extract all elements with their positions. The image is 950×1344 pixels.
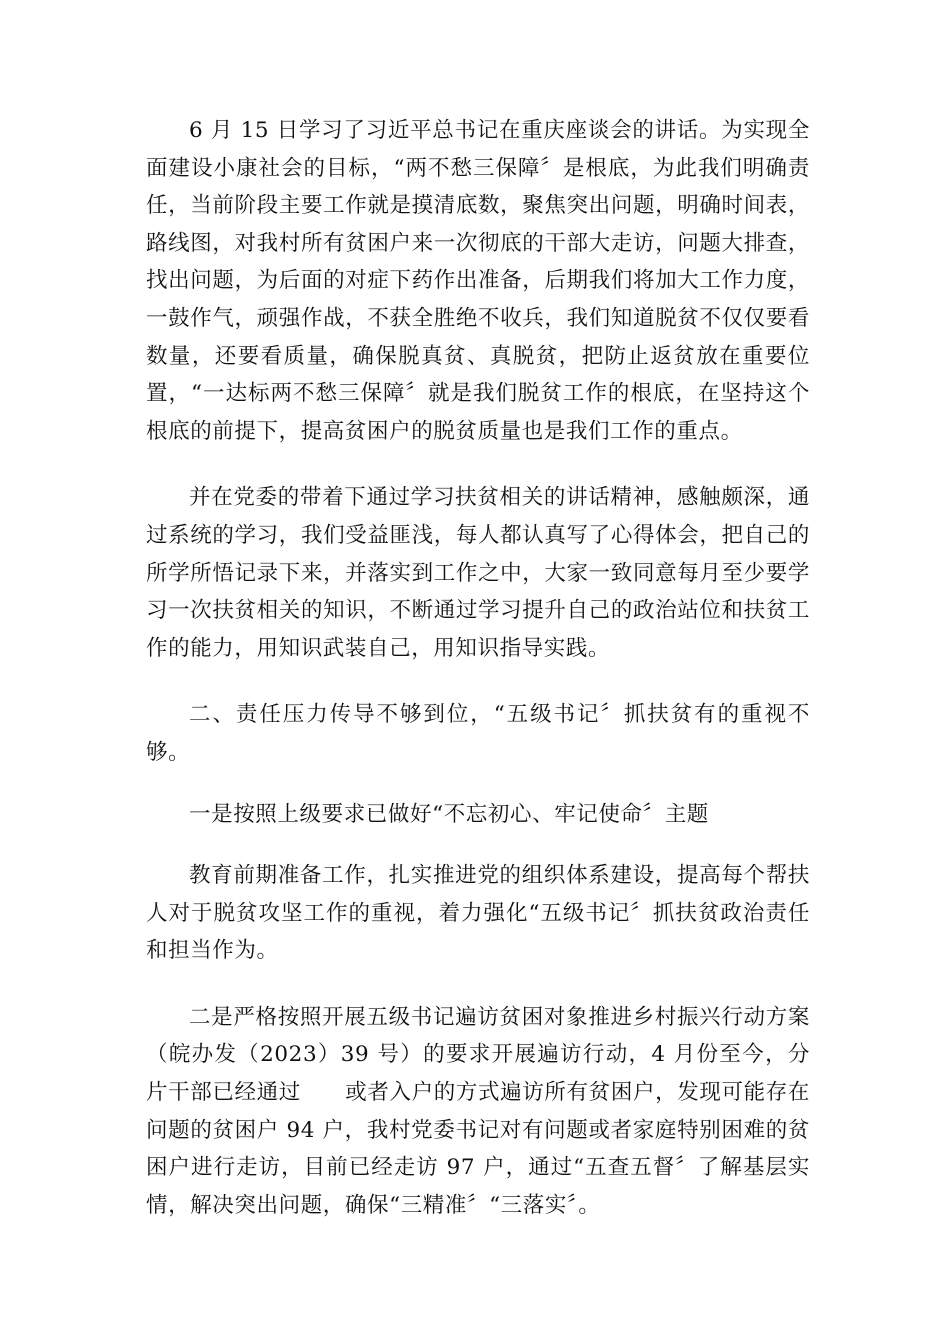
paragraph-point-two-visits: 二是严格按照开展五级书记遍访贫困对象推进乡村振兴行动方案（皖办发（2023）39 号）的要求开展遍访行动，4 月份至今，分片干部已经通过 或者入户的方式遍访所有贫困户，发现可能存在问题的贫困户 94 户，我村党委书记对有问题或者家庭特别困难的贫困户进行走访，目前已经走访 97 户，通过“五查五督〞了解基层实情，解决突出问题，确保“三精准〞“三落实〞。	[146, 1004, 810, 1218]
document-body	[146, 112, 810, 1224]
paragraph-study-chongqing-speech: 6 月 15 日学习了习近平总书记在重庆座谈会的讲话。为实现全面建设小康社会的目标，“两不愁三保障〞是根底，为此我们明确责任，当前阶段主要工作就是摸清底数，聚焦突出问题，明确时间表，路线图，对我村所有贫困户来一次彻底的干部大走访，问题大排查，找出问题，为后面的对症下药作出准备，后期我们将加大工作力度，一鼓作气，顽强作战，不获全胜绝不收兵，我们知道脱贫不仅仅要看数量，还要看质量，确保脱真贫、真脱贫，把防止返贫放在重要位置，“一达标两不愁三保障〞就是我们脱贫工作的根底，在坚持这个根底的前提下，提高贫困户的脱贫质量也是我们工作的重点。	[146, 118, 810, 444]
paragraph-party-committee-study: 并在党委的带着下通过学习扶贫相关的讲话精神，感触颇深，通过系统的学习，我们受益匪浅，每人都认真写了心得体会，把自己的所学所悟记录下来，并落实到工作之中，大家一致同意每月至少要学习一次扶贫相关的知识，不断通过学习提升自己的政治站位和扶贫工作的能力，用知识武装自己，用知识指导实践。	[146, 485, 810, 661]
paragraph-education-preparation: 教育前期准备工作，扎实推进党的组织体系建设，提高每个帮扶人对于脱贫攻坚工作的重视，着力强化“五级书记〞抓扶贫政治责任和担当作为。	[146, 863, 810, 964]
section-heading-responsibility: 二、责任压力传导不够到位，“五级书记〞抓扶贫有的重视不够。	[146, 702, 810, 765]
paragraph-point-one-intro: 一是按照上级要求已做好“不忘初心、牢记使命〞主题	[189, 801, 709, 827]
